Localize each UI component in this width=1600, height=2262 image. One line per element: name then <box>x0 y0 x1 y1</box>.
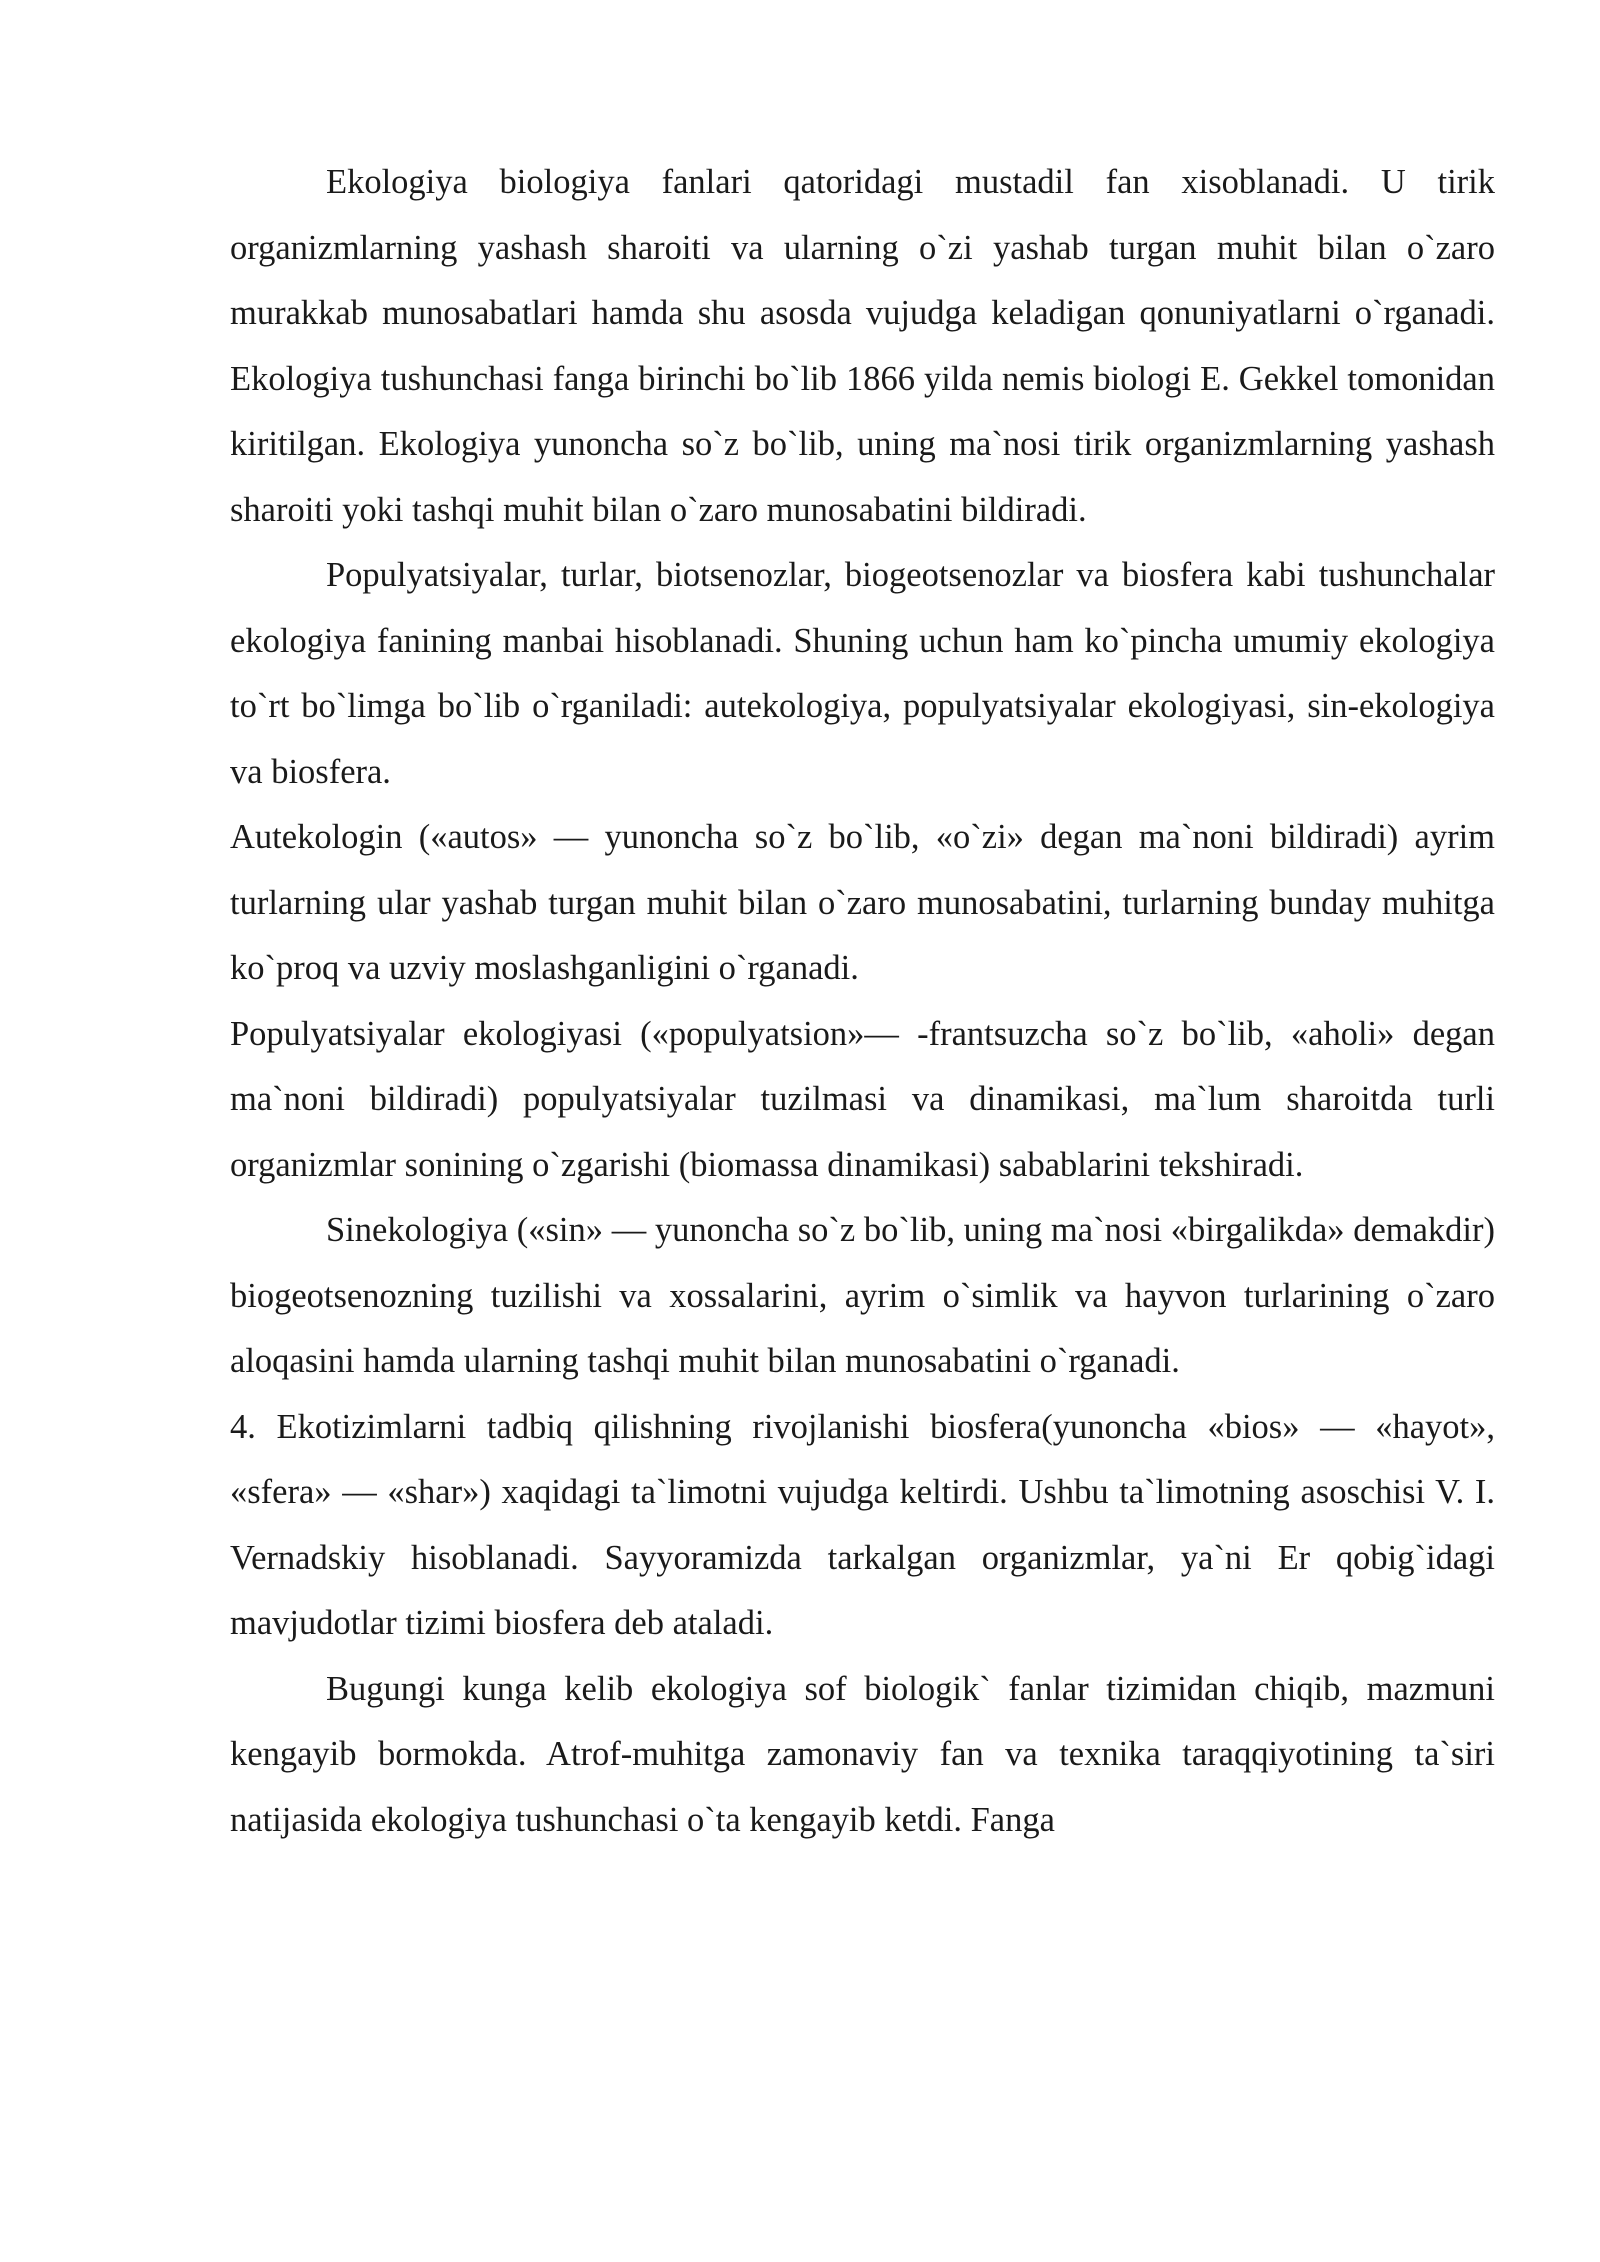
paragraph-modern-ecology: Bugungi kunga kelib ekologiya sof biologik` fanlar tizimidan chiqib, mazmuni kengayib bormokda. Atrof-muhitga zamonaviy fan va texnika taraqqiyotining ta`siri natijasida ekologiya tushunchasi o`ta kengayib ketdi. Fanga <box>230 1669 1495 1839</box>
paragraph-biosphere: 4. Ekotizimlarni tadbiq qilishning rivojlanishi biosfera(yunoncha «bios» — «hayot», «sfera» — «shar») xaqidagi ta`limotni vujudga keltirdi. Ushbu ta`limotning asoschisi V. I. Vernadskiy hisoblanadi. Sayyoramizda tarkalgan organizmlar, ya`ni Er qobig`idagi mavjudotlar tizimi biosfera deb ataladi. <box>230 1407 1495 1642</box>
document-body <box>230 150 1495 1853</box>
paragraph-population-ecology: Populyatsiyalar ekologiyasi («populyatsion»— -frantsuzcha so`z bo`lib, «aholi» degan ma`noni bildiradi) populyatsiyalar tuzilmasi va dinamikasi, ma`lum sharoitda turli organizmlar sonining o`zgarishi (biomassa dinamikasi) sabablarini tekshiradi. <box>230 1014 1495 1184</box>
paragraph-ecology-sections: Populyatsiyalar, turlar, biotsenozlar, biogeotsenozlar va biosfera kabi tushunchalar ekologiya fanining manbai hisoblanadi. Shuning uchun ham ko`pincha umumiy ekologiya to`rt bo`limga bo`lib o`rganiladi: autekologiya, populyatsiyalar ekologiyasi, sin-ekologiya va biosfera. <box>230 556 1495 791</box>
paragraph-ecology-definition: Ekologiya biologiya fanlari qatoridagi mustadil fan xisoblanadi. U tirik organizmlarning yashash sharoiti va ularning o`zi yashab turgan muhit bilan o`zaro murakkab munosabatlari hamda shu asosda vujudga keladigan qonuniyatlarni o`rganadi. Ekologiya tushunchasi fanga birinchi bo`lib 1866 yilda nemis biologi E. Gekkel tomonidan kiritilgan. Ekologiya yunoncha so`z bo`lib, uning ma`nosi tirik organizmlarning yashash sharoiti yoki tashqi muhit bilan o`zaro munosabatini bildiradi. <box>230 163 1495 529</box>
paragraph-autecology: Autekologin («autos» — yunoncha so`z bo`lib, «o`zi» degan ma`noni bildiradi) ayrim turlarning ular yashab turgan muhit bilan o`zaro munosabatini, turlarning bunday muhitga ko`proq va uzviy moslashganligini o`rganadi. <box>230 818 1495 987</box>
paragraph-synecology: Sinekologiya («sin» — yunoncha so`z bo`lib, uning ma`nosi «birgalikda» demakdir) biogeotsenozning tuzilishi va xossalarini, ayrim o`simlik va hayvon turlarining o`zaro aloqasini hamda ularning tashqi muhit bilan munosabatini o`rganadi. <box>230 1211 1495 1380</box>
